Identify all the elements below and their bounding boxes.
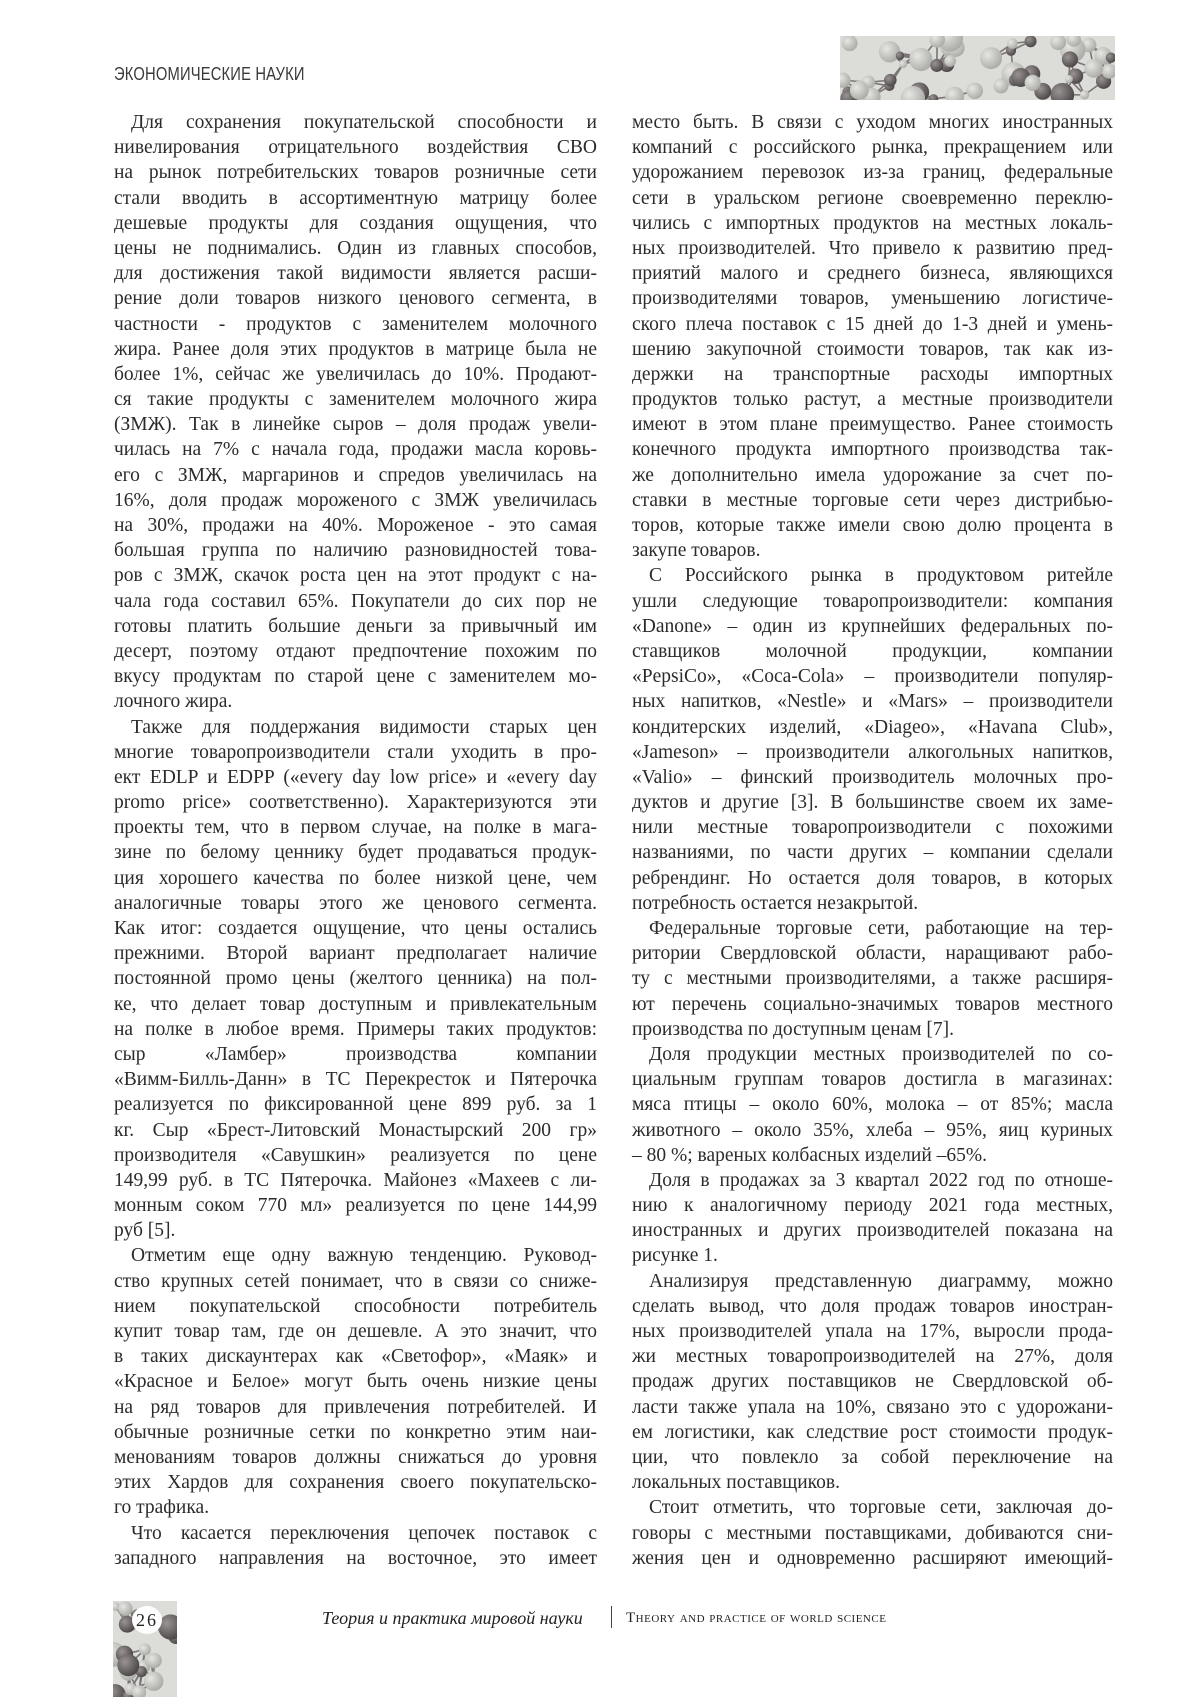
- text-line: (ЗМЖ). Так в линейке сыров – доля продаж увели-: [114, 412, 597, 437]
- text-line: Федеральные торговые сети, работающие на тер-: [632, 916, 1113, 941]
- text-line: сделать вывод, что доля продаж товаров иностран-: [632, 1294, 1113, 1319]
- text-line: – 80 %; вареных колбасных изделий –65%.: [632, 1143, 1113, 1168]
- text-line: более 1%, сейчас же увеличилась до 10%. Продают-: [114, 362, 597, 387]
- text-line: нили местные товаропроизводители с похожими: [632, 815, 1113, 840]
- text-line: ского плеча поставок с 15 дней до 1-3 дней и умень-: [632, 312, 1113, 337]
- text-line: удорожанием перевозок из-за границ, федеральные: [632, 160, 1113, 185]
- text-line: promo price» соответственно). Характеризуются эти: [114, 790, 597, 815]
- paragraph: [632, 1042, 1113, 1168]
- text-line: рение доли товаров низкого ценового сегмента, в: [114, 286, 597, 311]
- text-line: ем логистики, как следствие рост стоимости продук-: [632, 1420, 1113, 1445]
- text-line: го трафика.: [114, 1495, 597, 1520]
- paragraph: [632, 1168, 1113, 1269]
- text-line: говоры с местными поставщиками, добиваются сни-: [632, 1521, 1113, 1546]
- text-line: большая группа по наличию разновидностей това-: [114, 538, 597, 563]
- text-line: «Valio» – финский производитель молочных про-: [632, 765, 1113, 790]
- text-line: чала года составил 65%. Покупатели до сих пор не: [114, 589, 597, 614]
- text-line: дешевые продукты для создания ощущения, что: [114, 211, 597, 236]
- text-line: западного направления на восточное, это имеет: [114, 1546, 597, 1571]
- text-line: производителя «Савушкин» реализуется по цене: [114, 1143, 597, 1168]
- text-line: ласти также упала на 10%, связано это с удорожани-: [632, 1395, 1113, 1420]
- text-line: жения цен и одновременно расширяют имеющий-: [632, 1546, 1113, 1571]
- text-line: ция хорошего качества по более низкой цене, чем: [114, 866, 597, 891]
- paragraph: [632, 1495, 1113, 1571]
- paragraph: [114, 110, 597, 715]
- text-line: «PepsiCo», «Coca-Cola» – производители популяр-: [632, 664, 1113, 689]
- text-line: «Jameson» – производители алкогольных напитков,: [632, 740, 1113, 765]
- journal-title-en: Theory and practice of world science: [626, 1610, 886, 1627]
- text-line: 149,99 руб. в ТС Пятерочка. Майонез «Махеев с ли-: [114, 1168, 597, 1193]
- text-line: продуктов только растут, а местные производители: [632, 387, 1113, 412]
- text-line: 16%, доля продаж мороженого с ЗМЖ увеличилась: [114, 488, 597, 513]
- text-line: ритории Свердловской области, наращивают рабо-: [632, 941, 1113, 966]
- text-line: сети в уральском регионе своевременно переклю-: [632, 186, 1113, 211]
- text-line: иностранных и других производителей показана на: [632, 1218, 1113, 1243]
- text-line: названиями, по части других – компании сделали: [632, 840, 1113, 865]
- text-line: менованиям товаров должны снижаться до уровня: [114, 1445, 597, 1470]
- text-line: многие товаропроизводители стали уходить в про-: [114, 740, 597, 765]
- text-line: нием покупательской способности потребитель: [114, 1294, 597, 1319]
- text-line: кг. Сыр «Брест-Литовский Монастырский 200 гр»: [114, 1118, 597, 1143]
- text-line: Доля продукции местных производителей по со-: [632, 1042, 1113, 1067]
- text-line: чились с импортных продуктов на местных локаль-: [632, 211, 1113, 236]
- text-line: обычные розничные сетки по конкретно этим наи-: [114, 1420, 597, 1445]
- text-line: лочного жира.: [114, 689, 597, 714]
- text-line: цены не поднимались. Один из главных способов,: [114, 236, 597, 261]
- text-line: реализуется по фиксированной цене 899 руб. за 1: [114, 1092, 597, 1117]
- page-number: 26: [132, 1606, 162, 1634]
- text-line: продаж других поставщиков не Свердловской об-: [632, 1369, 1113, 1394]
- text-line: Для сохранения покупательской способности и: [114, 110, 597, 135]
- text-line: животного – около 35%, хлеба – 95%, яиц куриных: [632, 1118, 1113, 1143]
- text-line: десерт, поэтому отдают предпочтение похожим по: [114, 639, 597, 664]
- text-line: кондитерских изделий, «Diageo», «Havana Club»,: [632, 715, 1113, 740]
- text-line: держки на транспортные расходы импортных: [632, 362, 1113, 387]
- text-line: закупе товаров.: [632, 538, 1113, 563]
- text-line: ту с местными производителями, а также расширя-: [632, 966, 1113, 991]
- text-line: шению закупочной стоимости товаров, так как из-: [632, 337, 1113, 362]
- text-line: потребность остается незакрытой.: [632, 891, 1113, 916]
- text-line: на 30%, продажи на 40%. Мороженое - это самая: [114, 513, 597, 538]
- text-column-right: [632, 110, 1113, 1571]
- text-line: этих Хардов для сохранения своего покупательско-: [114, 1470, 597, 1495]
- text-line: на полке в любое время. Примеры таких продуктов:: [114, 1017, 597, 1042]
- text-line: на рынок потребительских товаров розничные сети: [114, 160, 597, 185]
- paragraph: [632, 1269, 1113, 1496]
- text-line: ют перечень социально-значимых товаров местного: [632, 992, 1113, 1017]
- text-line: же дополнительно имела удорожание за счет по-: [632, 463, 1113, 488]
- journal-title-ru: Теория и практика мировой науки: [322, 1608, 583, 1629]
- text-line: ке, что делает товар доступным и привлекательным: [114, 992, 597, 1017]
- text-line: Как итог: создается ощущение, что цены остались: [114, 916, 597, 941]
- text-line: аналогичные товары этого же ценового сегмента.: [114, 891, 597, 916]
- text-line: локальных поставщиков.: [632, 1470, 1113, 1495]
- text-line: проекты тем, что в первом случае, на полке в мага-: [114, 815, 597, 840]
- text-line: жи местных товаропроизводителей на 27%, доля: [632, 1344, 1113, 1369]
- text-line: стали вводить в ассортиментную матрицу более: [114, 186, 597, 211]
- text-line: рисунке 1.: [632, 1243, 1113, 1268]
- text-line: место быть. В связи с уходом многих иностранных: [632, 110, 1113, 135]
- text-line: циальным группам товаров достигла в магазинах:: [632, 1067, 1113, 1092]
- text-line: приятий малого и среднего бизнеса, являющихся: [632, 261, 1113, 286]
- text-line: «Danone» – один из крупнейших федеральных по-: [632, 614, 1113, 639]
- text-line: нию к аналогичному периоду 2021 года местных,: [632, 1193, 1113, 1218]
- text-line: ставки в местные торговые сети через дистрибью-: [632, 488, 1113, 513]
- text-line: сыр «Ламбер» производства компании: [114, 1042, 597, 1067]
- text-line: дуктов и другие [3]. В большинстве своем их заме-: [632, 790, 1113, 815]
- text-line: производителями товаров, уменьшению логистиче-: [632, 286, 1113, 311]
- text-line: конечного продукта импортного производства так-: [632, 437, 1113, 462]
- text-line: Отметим еще одну важную тенденцию. Руковод-: [114, 1243, 597, 1268]
- text-line: ных напитков, «Nestle» и «Mars» – производители: [632, 689, 1113, 714]
- paragraph: [632, 110, 1113, 563]
- text-line: руб [5].: [114, 1218, 597, 1243]
- text-line: производства по доступным ценам [7].: [632, 1017, 1113, 1042]
- footer-divider: [611, 1606, 612, 1628]
- text-line: «Вимм-Билль-Данн» в ТС Перекресток и Пятерочка: [114, 1067, 597, 1092]
- text-line: ушли следующие товаропроизводители: компания: [632, 589, 1113, 614]
- text-line: «Красное и Белое» могут быть очень низкие цены: [114, 1369, 597, 1394]
- text-line: нивелирования отрицательного воздействия СВО: [114, 135, 597, 160]
- text-line: ров с ЗМЖ, скачок роста цен на этот продукт с на-: [114, 563, 597, 588]
- text-line: имеют в этом плане преимущество. Ранее стоимость: [632, 412, 1113, 437]
- text-line: мяса птицы – около 60%, молока – от 85%; масла: [632, 1092, 1113, 1117]
- text-line: купит товар там, где он дешевле. А это значит, что: [114, 1319, 597, 1344]
- text-line: С Российского рынка в продуктовом ритейле: [632, 563, 1113, 588]
- text-line: торов, которые также имели свою долю процента в: [632, 513, 1113, 538]
- text-line: монным соком 770 мл» реализуется по цене 144,99: [114, 1193, 597, 1218]
- molecule-header-image: [840, 36, 1115, 100]
- text-line: на ряд товаров для привлечения потребителей. И: [114, 1395, 597, 1420]
- text-line: Что касается переключения цепочек поставок с: [114, 1521, 597, 1546]
- text-line: ство крупных сетей понимает, что в связи со сниже-: [114, 1269, 597, 1294]
- text-line: готовы платить большие деньги за привычный им: [114, 614, 597, 639]
- text-line: для достижения такой видимости является расши-: [114, 261, 597, 286]
- text-line: Стоит отметить, что торговые сети, заключая до-: [632, 1495, 1113, 1520]
- text-line: ции, что повлекло за собой переключение на: [632, 1445, 1113, 1470]
- text-line: Доля в продажах за 3 квартал 2022 год по отноше-: [632, 1168, 1113, 1193]
- paragraph: [632, 563, 1113, 916]
- paragraph: [632, 916, 1113, 1042]
- text-line: ных производителей упала на 17%, выросли прода-: [632, 1319, 1113, 1344]
- paragraph: [114, 715, 597, 1244]
- text-line: в таких дискаунтерах как «Светофор», «Маяк» и: [114, 1344, 597, 1369]
- text-line: жира. Ранее доля этих продуктов в матрице была не: [114, 337, 597, 362]
- text-line: ект EDLP и EDPP («every day low price» и «every day: [114, 765, 597, 790]
- text-line: прежними. Второй вариант предполагает наличие: [114, 941, 597, 966]
- text-line: зине по белому ценнику будет продаваться продук-: [114, 840, 597, 865]
- text-line: частности - продуктов с заменителем молочного: [114, 312, 597, 337]
- text-line: чилась на 7% с начала года, продажи масла коровь-: [114, 437, 597, 462]
- text-line: Анализируя представленную диаграмму, можно: [632, 1269, 1113, 1294]
- text-column-left: [114, 110, 597, 1571]
- text-line: ставщиков молочной продукции, компании: [632, 639, 1113, 664]
- text-line: постоянной промо цены (желтого ценника) на пол-: [114, 966, 597, 991]
- paragraph: [114, 1521, 597, 1571]
- text-line: его с ЗМЖ, маргаринов и спредов увеличилась на: [114, 463, 597, 488]
- text-line: вкусу продуктам по старой цене с заменителем мо-: [114, 664, 597, 689]
- text-line: ребрендинг. Но остается доля товаров, в которых: [632, 866, 1113, 891]
- text-line: Также для поддержания видимости старых цен: [114, 715, 597, 740]
- running-head-section: ЭКОНОМИЧЕСКИЕ НАУКИ: [114, 64, 305, 85]
- text-line: ных производителей. Что привело к развитию пред-: [632, 236, 1113, 261]
- text-line: компаний с российского рынка, прекращением или: [632, 135, 1113, 160]
- text-line: ся такие продукты с заменителем молочного жира: [114, 387, 597, 412]
- paragraph: [114, 1243, 597, 1520]
